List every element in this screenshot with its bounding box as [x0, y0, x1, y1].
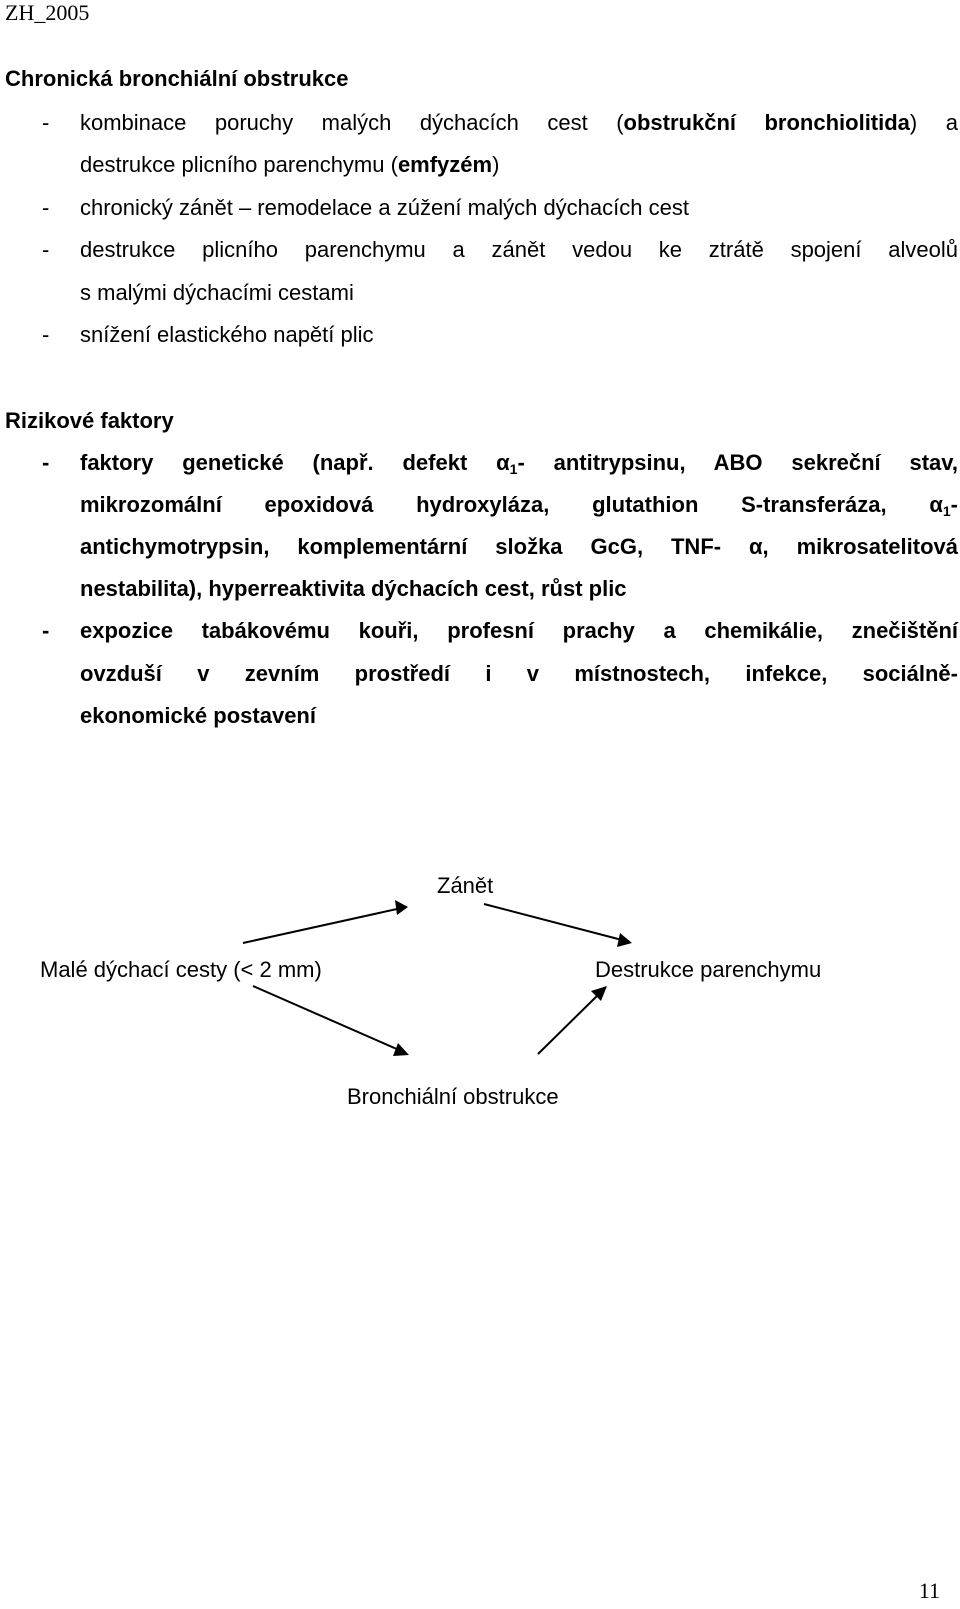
- list-dash: -: [42, 322, 50, 347]
- diagram-node-small-airways: Malé dýchací cesty (< 2 mm): [40, 957, 322, 982]
- arrowhead-icon: [617, 933, 632, 947]
- list-dash: -: [42, 237, 50, 262]
- arrow-destruction-to-obstruction: [538, 993, 600, 1054]
- list-item-text: faktory genetické (např. defekt $\alpha_1-$ antitrypsinu, ABO sekreční stav,: [80, 450, 958, 477]
- arrow-airways-to-obstruction: [253, 986, 399, 1050]
- list-item-text: ekonomické postavení: [80, 703, 316, 728]
- list-dash: -: [42, 450, 50, 475]
- list-item-text: snížení elastického napětí plic: [80, 322, 374, 347]
- page-number: 11: [918, 1578, 940, 1603]
- list-item-text: antichymotrypsin, komplementární složka GcG, TNF- α, mikrosatelitová: [80, 534, 958, 559]
- diagram-node-parenchyma-destruction: Destrukce parenchymu: [595, 957, 822, 982]
- list-dash: -: [42, 618, 50, 643]
- list-item-text: nestabilita), hyperreaktivita dýchacích cest, růst plic: [80, 576, 627, 601]
- list-item-text: mikrozomální epoxidová hydroxyláza, glutathion S-transferáza, $\alpha_1-$: [80, 492, 958, 519]
- diagram-node-bronchial-obstruction: Bronchiální obstrukce: [347, 1084, 559, 1109]
- arrow-airways-to-inflammation: [243, 909, 397, 943]
- list-dash: -: [42, 195, 50, 220]
- list-dash: -: [42, 110, 50, 135]
- list-item-text: s malými dýchacími cestami: [80, 280, 354, 305]
- arrowhead-icon: [395, 900, 408, 915]
- section-heading-chronic-obstruction: Chronická bronchiální obstrukce: [5, 66, 349, 91]
- arrow-inflammation-to-destruction: [484, 904, 622, 940]
- list-item-text: ovzduší v zevním prostředí i v místnostech, infekce, sociálně-: [80, 661, 958, 686]
- document-code: ZH_2005: [5, 0, 90, 25]
- list-item-text: destrukce plicního parenchymu (emfyzém): [80, 152, 500, 177]
- list-item-text: expozice tabákovému kouři, profesní prachy a chemikálie, znečištění: [80, 618, 958, 643]
- list-item-text: kombinace poruchy malých dýchacích cest (obstrukční bronchiolitida) a: [80, 110, 958, 135]
- list-item-text: chronický zánět – remodelace a zúžení malých dýchacích cest: [80, 195, 689, 220]
- list-item-text: destrukce plicního parenchymu a zánět vedou ke ztrátě spojení alveolů: [80, 237, 958, 262]
- diagram-node-inflammation: Zánět: [437, 873, 494, 898]
- section-heading-risk-factors: Rizikové faktory: [5, 408, 174, 433]
